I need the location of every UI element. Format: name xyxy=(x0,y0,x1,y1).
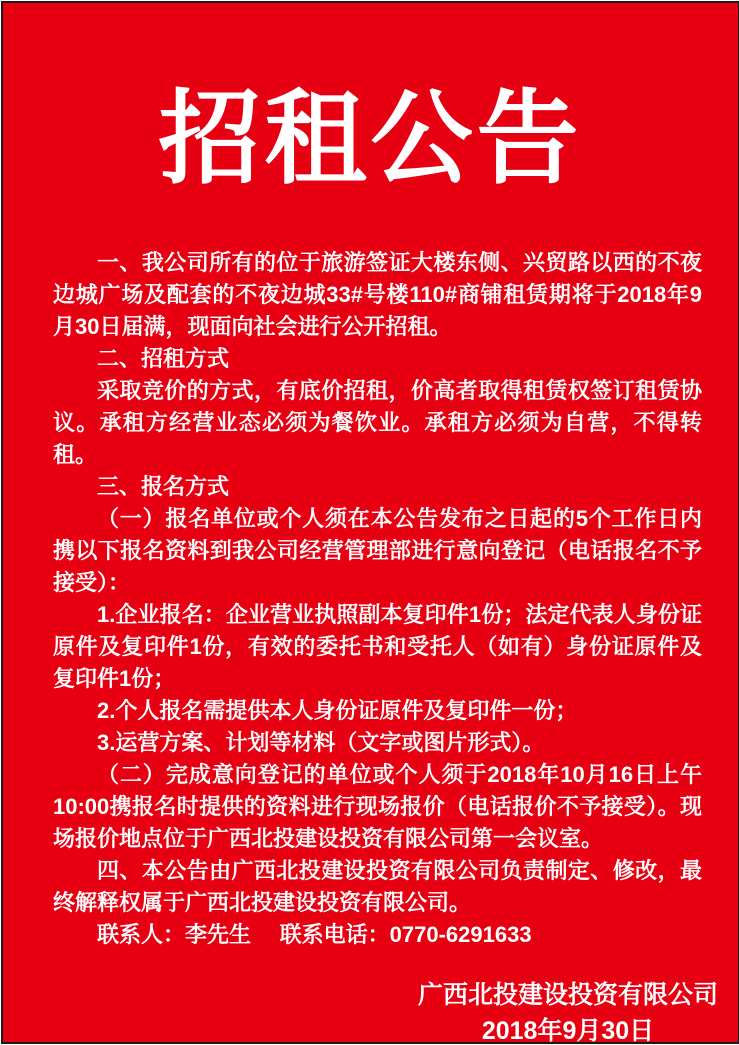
paragraph-personal-registration: 2.个人报名需提供本人身份证原件及复印件一份； xyxy=(97,698,578,723)
signature-company: 广西北投建设投资有限公司 xyxy=(417,981,718,1009)
paragraph-registration-1: （一）报名单位或个人须在本公告发布之日起的5个工作日内携以下报名资料到我公司经营管理部进行意向登记（电话报名不予接受）： xyxy=(53,506,702,595)
contact-person: 李先生 xyxy=(185,922,252,947)
section-heading-registration: 三、报名方式 xyxy=(97,474,230,499)
paragraph-operation-plan: 3.运营方案、计划等材料（文字或图片形式）。 xyxy=(97,730,545,755)
announcement-body xyxy=(3,247,738,951)
contact-phone-label: 联系电话： xyxy=(279,922,390,947)
signature-date: 2018年9月30日 xyxy=(481,1017,655,1044)
paragraph-bidding: （二）完成意向登记的单位或个人须于2018年10月16日上午10:00携报名时提供的资料进行现场报价（电话报价不予接受）。现场报价地点位于广西北投建设投资有限公司第一会议室。 xyxy=(53,762,702,851)
paragraph-rental-method: 采取竞价的方式，有底价招租，价高者取得租赁权签订租赁协议。承租方经营业态必须为餐饮业。承租方必须为自营，不得转租。 xyxy=(53,378,702,467)
announcement-poster xyxy=(1,1,739,1044)
paragraph-company-registration: 1.企业报名：企业营业执照副本复印件1份；法定代表人身份证原件及复印件1份，有效的委托书和受托人（如有）身份证原件及复印件1份； xyxy=(53,602,702,691)
page-title: 招租公告 xyxy=(158,84,583,197)
section-heading-rental-method: 二、招租方式 xyxy=(97,346,230,371)
contact-person-label: 联系人： xyxy=(97,922,186,947)
contact-phone: 0770-6291633 xyxy=(389,922,532,947)
contact-line xyxy=(53,919,702,951)
paragraph-location: 一、我公司所有的位于旅游签证大楼东侧、兴贸路以西的不夜边城广场及配套的不夜边城33#号楼110#商铺租赁期将于2018年9月30日届满，现面向社会进行公开招租。 xyxy=(53,250,702,339)
signature-block xyxy=(418,977,718,1044)
paragraph-interpretation-rights: 四、本公告由广西北投建设投资有限公司负责制定、修改，最终解释权属于广西北投建设投资有限公司。 xyxy=(53,858,702,915)
